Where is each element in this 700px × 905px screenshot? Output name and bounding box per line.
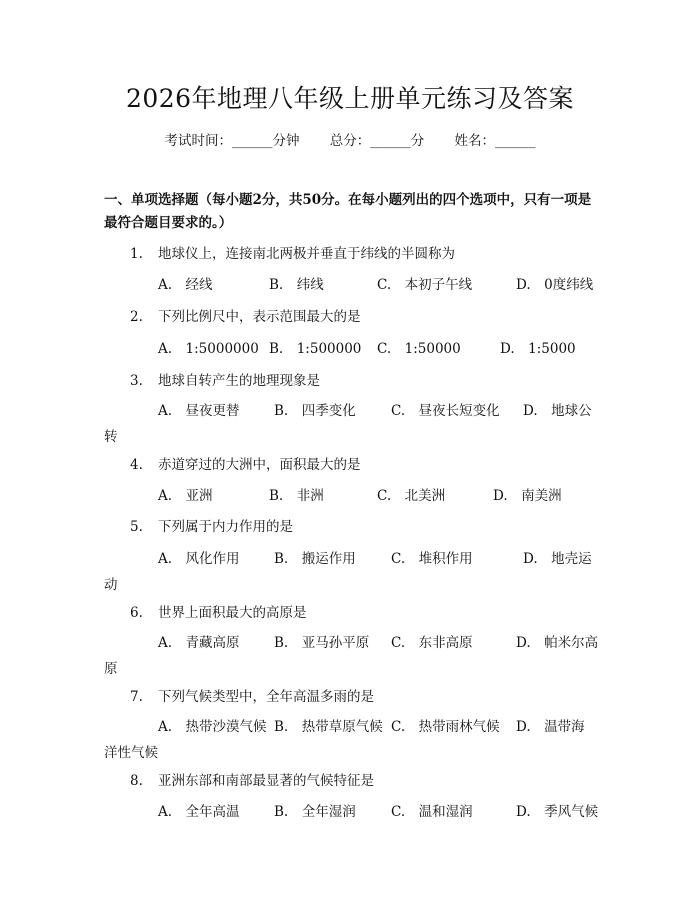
option-d-continued: 原 bbox=[104, 661, 118, 677]
option-b[interactable]: B. 搬运作用 bbox=[274, 551, 356, 567]
option-c[interactable]: C. 热带雨林气候 bbox=[391, 719, 500, 735]
question-2 bbox=[104, 307, 600, 327]
question-number: 7. bbox=[130, 689, 143, 705]
question-1 bbox=[104, 244, 600, 264]
student-name-field[interactable]: 姓名：______ bbox=[454, 133, 536, 149]
option-b[interactable]: B. 亚马孙平原 bbox=[274, 635, 370, 651]
options-3 bbox=[104, 398, 600, 450]
option-d[interactable]: D. 季风气候 bbox=[516, 804, 599, 820]
question-6 bbox=[104, 603, 600, 623]
question-text: 世界上面积最大的高原是 bbox=[158, 605, 307, 621]
question-text: 下列属于内力作用的是 bbox=[158, 519, 293, 535]
option-d[interactable]: D. 1:5000 bbox=[500, 341, 576, 357]
options-4 bbox=[104, 483, 600, 509]
option-c[interactable]: C. 昼夜长短变化 bbox=[391, 403, 500, 419]
question-8 bbox=[104, 771, 600, 791]
option-d[interactable]: D. 0度纬线 bbox=[516, 277, 594, 293]
option-c[interactable]: C. 北美洲 bbox=[377, 488, 446, 504]
question-number: 5. bbox=[130, 519, 143, 535]
option-a[interactable]: A. 全年高温 bbox=[158, 804, 240, 820]
question-text: 赤道穿过的大洲中，面积最大的是 bbox=[158, 457, 361, 473]
options-6 bbox=[104, 630, 600, 682]
total-score-field[interactable]: 总分：______分 bbox=[329, 133, 425, 149]
exam-title: 2026年地理八年级上册单元练习及答案 bbox=[125, 84, 575, 113]
option-d[interactable]: D. 温带海 bbox=[516, 719, 585, 735]
question-number: 1. bbox=[130, 246, 143, 262]
question-text: 下列比例尺中，表示范围最大的是 bbox=[158, 309, 361, 325]
options-2 bbox=[104, 336, 600, 362]
option-b[interactable]: B. 1:500000 bbox=[269, 341, 362, 357]
option-a[interactable]: A. 热带沙漠气候 bbox=[158, 719, 267, 735]
option-a[interactable]: A. 青藏高原 bbox=[158, 635, 240, 651]
question-text: 地球自转产生的地理现象是 bbox=[158, 373, 320, 389]
question-4 bbox=[104, 455, 600, 475]
option-d[interactable]: D. 帕米尔高 bbox=[516, 635, 599, 651]
option-d-continued: 转 bbox=[104, 429, 118, 445]
question-text: 下列气候类型中，全年高温多雨的是 bbox=[158, 689, 374, 705]
option-c[interactable]: C. 本初子午线 bbox=[377, 277, 473, 293]
option-b[interactable]: B. 非洲 bbox=[269, 488, 324, 504]
question-number: 4. bbox=[130, 457, 143, 473]
option-a[interactable]: A. 经线 bbox=[158, 277, 213, 293]
question-text: 地球仪上，连接南北两极并垂直于纬线的半圆称为 bbox=[158, 246, 455, 262]
exam-time-field[interactable]: 考试时间：______分钟 bbox=[164, 133, 300, 149]
question-text: 亚洲东部和南部最显著的气候特征是 bbox=[158, 773, 374, 789]
question-5 bbox=[104, 517, 600, 537]
question-7 bbox=[104, 687, 600, 707]
option-b[interactable]: B. 四季变化 bbox=[274, 403, 356, 419]
option-a[interactable]: A. 亚洲 bbox=[158, 488, 213, 504]
option-d[interactable]: D. 南美洲 bbox=[493, 488, 562, 504]
section-heading: 一、单项选择题（每小题2分，共50分。在每小题列出的四个选项中，只有一项是最符合题目要求的。） bbox=[104, 192, 592, 231]
options-1 bbox=[104, 272, 600, 298]
option-d[interactable]: D. 地球公 bbox=[523, 403, 592, 419]
option-c[interactable]: C. 1:50000 bbox=[377, 341, 461, 357]
option-b[interactable]: B. 纬线 bbox=[269, 277, 324, 293]
question-number: 8. bbox=[130, 773, 143, 789]
option-a[interactable]: A. 1:5000000 bbox=[158, 341, 259, 357]
option-a[interactable]: A. 昼夜更替 bbox=[158, 403, 240, 419]
option-d[interactable]: D. 地壳运 bbox=[523, 551, 592, 567]
option-c[interactable]: C. 东非高原 bbox=[391, 635, 473, 651]
options-8 bbox=[104, 799, 600, 825]
option-d-continued: 动 bbox=[104, 577, 118, 593]
option-c[interactable]: C. 堆积作用 bbox=[391, 551, 473, 567]
options-7 bbox=[104, 714, 600, 766]
question-number: 3. bbox=[130, 373, 143, 389]
option-b[interactable]: B. 热带草原气候 bbox=[274, 719, 383, 735]
option-c[interactable]: C. 温和湿润 bbox=[391, 804, 473, 820]
question-3 bbox=[104, 371, 600, 391]
exam-meta bbox=[0, 131, 700, 151]
question-number: 6. bbox=[130, 605, 143, 621]
option-b[interactable]: B. 全年湿润 bbox=[274, 804, 356, 820]
option-d-continued: 洋性气候 bbox=[104, 745, 158, 761]
option-a[interactable]: A. 风化作用 bbox=[158, 551, 240, 567]
options-5 bbox=[104, 546, 600, 598]
question-number: 2. bbox=[130, 309, 143, 325]
